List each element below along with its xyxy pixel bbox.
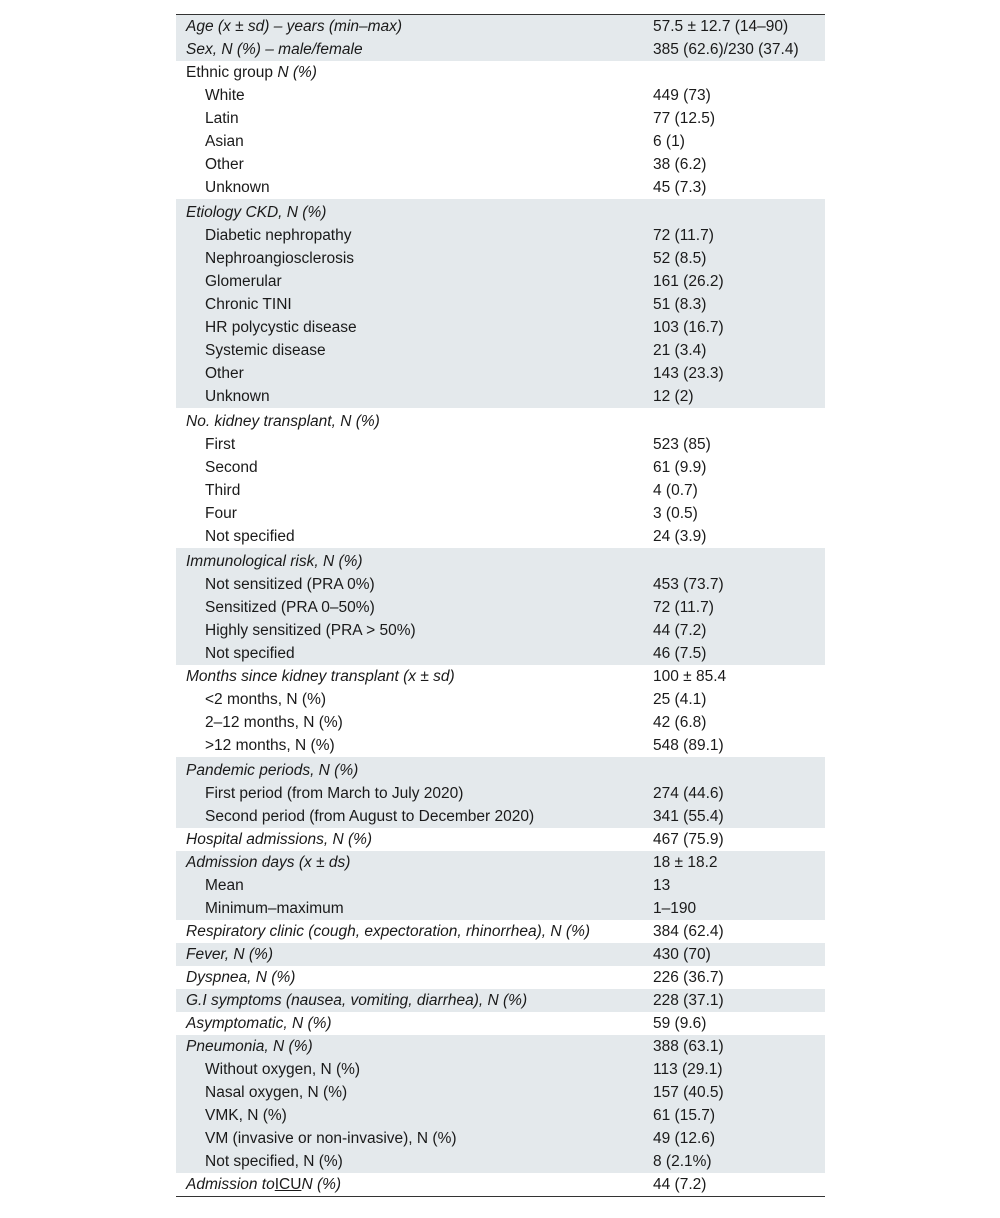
row-label-suffix: N (%)	[301, 1176, 342, 1193]
row-label: Respiratory clinic (cough, expectoration, rhinorrhea), N (%)	[186, 923, 591, 940]
row-label: Asian	[205, 133, 244, 150]
row-label: Unknown	[176, 385, 653, 408]
row-label: Chronic TINI	[176, 293, 653, 316]
row-label: 2–12 months, N (%)	[205, 714, 343, 731]
row-label: Admission days (x ± ds)	[176, 851, 653, 874]
table-row	[176, 224, 825, 247]
table-row	[176, 642, 825, 665]
row-label: Without oxygen, N (%)	[176, 1058, 653, 1081]
row-label: >12 months, N (%)	[205, 737, 335, 754]
row-label: Immunological risk, N (%)	[176, 548, 653, 573]
table-row	[176, 596, 825, 619]
table-row	[176, 1127, 825, 1150]
row-label: Latin	[205, 110, 239, 127]
row-label-suffix: N (%)	[273, 64, 317, 81]
row-value: 77 (12.5)	[653, 110, 716, 127]
row-value: 449 (73)	[653, 87, 711, 104]
row-label: Asymptomatic, N (%)	[186, 1015, 332, 1032]
row-label	[176, 61, 653, 84]
row-label: Glomerular	[176, 270, 653, 293]
table-row	[176, 897, 825, 920]
row-value: 113 (29.1)	[653, 1058, 825, 1081]
row-value: 4 (0.7)	[653, 482, 698, 499]
table-row	[176, 851, 825, 874]
row-value: 42 (6.8)	[653, 714, 707, 731]
row-label: Diabetic nephropathy	[176, 224, 653, 247]
table-row	[176, 479, 825, 502]
row-label: Other	[176, 362, 653, 385]
table-row	[176, 874, 825, 897]
row-value: 430 (70)	[653, 943, 825, 966]
table-body	[176, 15, 825, 1196]
row-value	[653, 61, 825, 84]
characteristics-table	[176, 14, 825, 1197]
table-row	[176, 920, 825, 943]
table-row	[176, 1150, 825, 1173]
row-label: Age (x ± sd) – years (min–max)	[176, 15, 653, 38]
row-value: 6 (1)	[653, 133, 685, 150]
table-row	[176, 989, 825, 1012]
table-row	[176, 619, 825, 642]
row-value: 143 (23.3)	[653, 362, 825, 385]
table-row	[176, 1012, 825, 1035]
row-value: 8 (2.1%)	[653, 1150, 825, 1173]
row-label: Pneumonia, N (%)	[176, 1035, 653, 1058]
row-value: 57.5 ± 12.7 (14–90)	[653, 15, 825, 38]
row-label-text: Admission to	[186, 1176, 275, 1193]
table-row	[176, 107, 825, 130]
row-label: VMK, N (%)	[176, 1104, 653, 1127]
table-row	[176, 828, 825, 851]
row-label: Unknown	[205, 179, 270, 196]
row-label: Dyspnea, N (%)	[186, 969, 296, 986]
row-value: 226 (36.7)	[653, 969, 724, 986]
table-row	[176, 757, 825, 782]
row-label: First	[205, 436, 236, 453]
row-value	[653, 548, 825, 573]
row-value: 157 (40.5)	[653, 1081, 825, 1104]
row-value: 38 (6.2)	[653, 156, 707, 173]
row-value	[653, 199, 825, 224]
row-value: 388 (63.1)	[653, 1035, 825, 1058]
table-row	[176, 316, 825, 339]
row-value: 44 (7.2)	[653, 1176, 707, 1193]
table-row	[176, 573, 825, 596]
table-row	[176, 61, 825, 84]
table-row	[176, 502, 825, 525]
table-row	[176, 711, 825, 734]
row-value: 25 (4.1)	[653, 691, 707, 708]
row-value: 51 (8.3)	[653, 293, 825, 316]
row-value: 52 (8.5)	[653, 247, 825, 270]
row-label: Systemic disease	[176, 339, 653, 362]
data-table	[176, 15, 825, 1196]
row-label: Second period (from August to December 2020)	[176, 805, 653, 828]
row-label: Other	[205, 156, 244, 173]
row-label	[176, 1173, 653, 1196]
row-value: 100 ± 85.4	[653, 668, 727, 685]
table-row	[176, 1058, 825, 1081]
row-value: 61 (15.7)	[653, 1104, 825, 1127]
row-label: <2 months, N (%)	[205, 691, 327, 708]
table-row	[176, 805, 825, 828]
row-value: 72 (11.7)	[653, 596, 825, 619]
table-row	[176, 433, 825, 456]
table-row	[176, 293, 825, 316]
table-row	[176, 548, 825, 573]
row-label: No. kidney transplant, N (%)	[186, 413, 380, 430]
row-value: 72 (11.7)	[653, 224, 825, 247]
table-row	[176, 38, 825, 61]
table-row	[176, 966, 825, 989]
row-label: Second	[205, 459, 258, 476]
table-row	[176, 1104, 825, 1127]
row-value: 21 (3.4)	[653, 339, 825, 362]
row-label: Highly sensitized (PRA > 50%)	[176, 619, 653, 642]
table-row	[176, 15, 825, 38]
row-label: Minimum–maximum	[176, 897, 653, 920]
table-row	[176, 1173, 825, 1196]
row-value: 161 (26.2)	[653, 270, 825, 293]
table-row	[176, 339, 825, 362]
table-row	[176, 153, 825, 176]
row-label: Months since kidney transplant (x ± sd)	[186, 668, 455, 685]
row-value	[653, 757, 825, 782]
table-row	[176, 247, 825, 270]
row-label: Sensitized (PRA 0–50%)	[176, 596, 653, 619]
icu-abbreviation: ICU	[274, 1176, 302, 1193]
table-row	[176, 385, 825, 408]
row-value: 453 (73.7)	[653, 573, 825, 596]
row-label-text: Ethnic group	[186, 64, 274, 81]
row-label: Not specified	[205, 528, 295, 545]
row-label: Pandemic periods, N (%)	[176, 757, 653, 782]
row-label: Nasal oxygen, N (%)	[176, 1081, 653, 1104]
row-value: 548 (89.1)	[653, 737, 724, 754]
row-value: 523 (85)	[653, 436, 711, 453]
row-value: 385 (62.6)/230 (37.4)	[653, 38, 825, 61]
table-row	[176, 408, 825, 433]
row-value: 61 (9.9)	[653, 459, 707, 476]
row-value: 274 (44.6)	[653, 782, 825, 805]
row-value: 384 (62.4)	[653, 923, 724, 940]
table-row	[176, 176, 825, 199]
row-value: 467 (75.9)	[653, 831, 724, 848]
row-value	[653, 408, 825, 433]
row-label: VM (invasive or non-invasive), N (%)	[176, 1127, 653, 1150]
table-row	[176, 688, 825, 711]
row-value: 24 (3.9)	[653, 528, 707, 545]
row-label: HR polycystic disease	[176, 316, 653, 339]
row-value: 59 (9.6)	[653, 1015, 707, 1032]
row-label: Mean	[176, 874, 653, 897]
row-label: Hospital admissions, N (%)	[186, 831, 373, 848]
row-value: 1–190	[653, 897, 825, 920]
row-label: Not sensitized (PRA 0%)	[176, 573, 653, 596]
row-value: 49 (12.6)	[653, 1127, 825, 1150]
table-row	[176, 1081, 825, 1104]
row-label: First period (from March to July 2020)	[176, 782, 653, 805]
row-value: 44 (7.2)	[653, 619, 825, 642]
row-value: 45 (7.3)	[653, 179, 707, 196]
table-row	[176, 525, 825, 548]
row-label: Fever, N (%)	[176, 943, 653, 966]
row-value: 12 (2)	[653, 385, 825, 408]
table-row	[176, 362, 825, 385]
table-row	[176, 270, 825, 293]
table-row	[176, 943, 825, 966]
table-row	[176, 665, 825, 688]
row-label: Nephroangiosclerosis	[176, 247, 653, 270]
row-label: Not specified	[176, 642, 653, 665]
row-label: Sex, N (%) – male/female	[176, 38, 653, 61]
table-row	[176, 456, 825, 479]
row-label: Four	[205, 505, 237, 522]
table-row	[176, 782, 825, 805]
row-value: 3 (0.5)	[653, 505, 698, 522]
row-value: 46 (7.5)	[653, 642, 825, 665]
table-row	[176, 84, 825, 107]
table-row	[176, 734, 825, 757]
row-label: Etiology CKD, N (%)	[176, 199, 653, 224]
row-value: 103 (16.7)	[653, 316, 825, 339]
row-label: Third	[205, 482, 241, 499]
row-value: 18 ± 18.2	[653, 851, 825, 874]
row-label: Not specified, N (%)	[176, 1150, 653, 1173]
table-row	[176, 199, 825, 224]
row-value: 341 (55.4)	[653, 805, 825, 828]
row-value: 228 (37.1)	[653, 989, 825, 1012]
table-row	[176, 130, 825, 153]
row-label: White	[205, 87, 245, 104]
row-value: 13	[653, 874, 825, 897]
table-row	[176, 1035, 825, 1058]
row-label: G.I symptoms (nausea, vomiting, diarrhea), N (%)	[176, 989, 653, 1012]
